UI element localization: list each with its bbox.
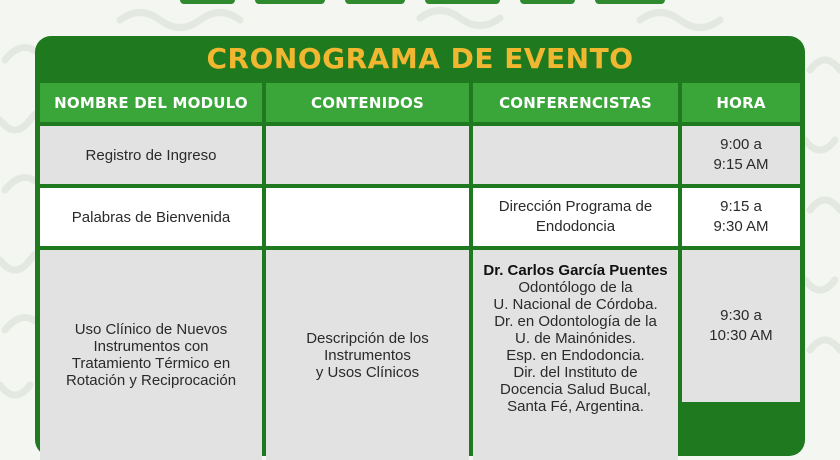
header-modulo: NOMBRE DEL MODULO: [40, 83, 262, 122]
top-decoration: [0, 0, 840, 6]
speaker-name: Dr. Carlos García Puentes: [483, 262, 668, 279]
row-2-contenidos: [266, 188, 469, 246]
header-conferencistas: CONFERENCISTAS: [473, 83, 678, 122]
row-1-modulo: Registro de Ingreso: [40, 126, 262, 184]
row-2-conferencistas: Dirección Programa de Endodoncia: [473, 188, 678, 246]
header-hora: HORA: [682, 83, 800, 122]
row-2-hora: 9:15 a 9:30 AM: [682, 188, 800, 246]
header-contenidos: CONTENIDOS: [266, 83, 469, 122]
row-3-contenidos: Descripción de los Instrumentos y Usos Clínicos: [266, 250, 469, 460]
page-title: CRONOGRAMA DE EVENTO: [206, 42, 634, 75]
row-1-hora: 9:00 a 9:15 AM: [682, 126, 800, 184]
row-3-modulo: Uso Clínico de Nuevos Instrumentos con Tratamiento Térmico en Rotación y Reciprocación: [40, 250, 262, 460]
row-1-contenidos: [266, 126, 469, 184]
row-1-conferencistas: [473, 126, 678, 184]
row-3-conferencistas: Dr. Carlos García Puentes Odontólogo de la U. Nacional de Córdoba. Dr. en Odontología de la U. de Mainónides. Esp. en Endodoncia. Dir. del Instituto de Docencia Salud Bucal, Santa Fé, Argentina.: [473, 250, 678, 460]
row-2-modulo: Palabras de Bienvenida: [40, 188, 262, 246]
row-3-hora: 9:30 a 10:30 AM: [682, 250, 800, 402]
schedule-panel: [35, 36, 805, 456]
